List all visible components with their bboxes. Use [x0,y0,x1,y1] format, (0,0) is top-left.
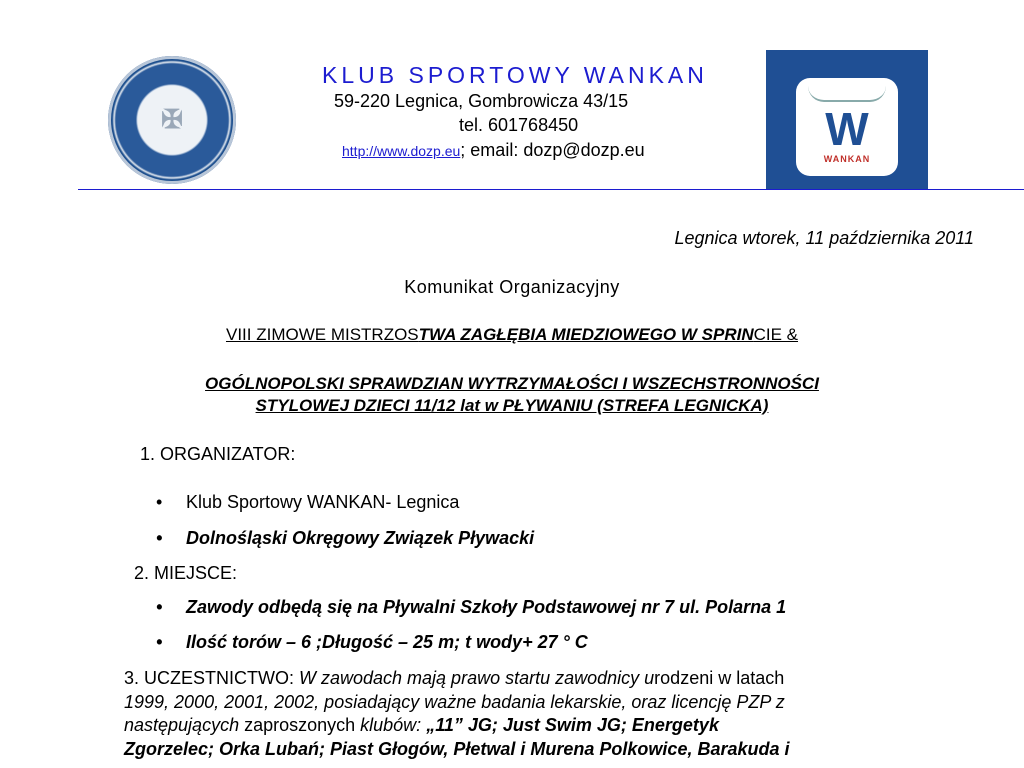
wankan-logo [766,50,928,189]
heading-part: CIE & [753,325,799,344]
organizer-item: • Klub Sportowy WANKAN- Legnica [186,492,459,513]
club-list: „11” JG; Just Swim JG; Energetyk [426,715,719,735]
text: 1999, 2000, 2001, 2002, posiadający ważne badania lekarskie, oraz licencję PZP z [124,691,785,712]
club-address: 59-220 Legnica, Gombrowicza 43/15 [334,91,629,111]
heading-event-line1: OGÓLNOPOLSKI SPRAWDZIAN WYTRZYMAŁOŚCI I WSZECHSTRONNOŚCI [205,374,819,393]
header-divider [78,189,1024,190]
text: zaproszonych [239,715,361,735]
text: klubów: [360,715,427,735]
email-text: ; email: dozp@dozp.eu [460,140,645,160]
text: rodzeni w latach [654,668,785,688]
swimmer-icon [808,86,886,102]
club-list: Zgorzelec; Orka Lubań; Piast Głogów, Płetwal i Murena Polkowice, Barakuda i [124,738,790,759]
w-letter-icon: W [825,103,869,155]
organizer-item: • Dolnośląski Okręgowy Związek Pływacki [186,528,534,549]
heading-part: VIII ZIMOWE MISTRZOS [225,325,419,344]
dozp-emblem: ✠ [138,86,206,154]
date-line: Legnica wtorek, 11 października 2011 [674,228,974,248]
place-item: • Zawody odbędą się na Pływalni Szkoły Podstawowej nr 7 ul. Polarna 1 [186,597,786,618]
club-name: KLUB SPORTOWY WANKAN [322,62,708,88]
section-participation [124,667,904,761]
wankan-logo-card [796,78,898,176]
heading-part-bold: TWA ZAGŁĘBIA MIEDZIOWEGO W SPRIN [418,325,754,344]
section-participation-title: 3. UCZESTNICTWO: [124,668,299,688]
website-link[interactable]: http://www.dozp.eu [342,143,461,159]
heading-event [0,373,1024,417]
club-phone: tel. 601768450 [459,115,579,135]
heading-championship [0,325,1024,345]
document-type: Komunikat Organizacyjny [404,277,620,297]
text: następujących [124,715,240,735]
club-contact [342,140,645,161]
place-item: • Ilość torów – 6 ;Długość – 25 m; t wody+ 27 ° C [186,632,588,653]
text: W zawodach mają prawo startu zawodnicy u [299,668,655,688]
dozp-logo [108,56,236,184]
wankan-logo-text: WANKAN [823,154,871,164]
heading-event-line2: STYLOWEJ DZIECI 11/12 lat w PŁYWANIU (STREFA LEGNICKA) [255,396,769,415]
section-organizer-title: 1. ORGANIZATOR: [140,444,296,464]
section-place-title: 2. MIEJSCE: [134,563,238,583]
